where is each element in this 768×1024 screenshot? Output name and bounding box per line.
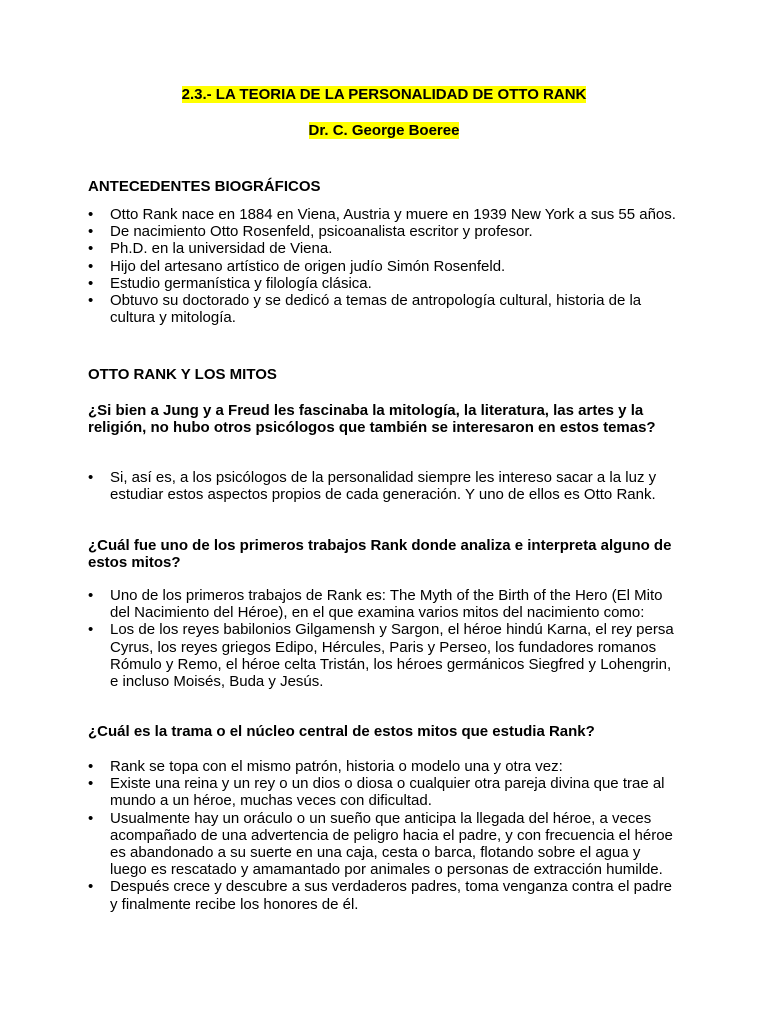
- document-author: [0, 122, 768, 139]
- list-item: • Otto Rank nace en 1884 en Viena, Austria y muere en 1939 New York a sus 55 años.: [88, 206, 678, 223]
- answer-2-list: [88, 587, 678, 690]
- list-item: • De nacimiento Otto Rosenfeld, psicoanalista escritor y profesor.: [88, 223, 678, 240]
- document-title-text: 2.3.- LA TEORIA DE LA PERSONALIDAD DE OTTO RANK: [181, 86, 587, 103]
- list-item: • Existe una reina y un rey o un dios o diosa o cualquier otra pareja divina que trae al mundo a un héroe, muchas veces con dificultad.: [88, 775, 678, 809]
- list-item: • Ph.D. en la universidad de Viena.: [88, 240, 678, 257]
- section-heading-myths: [88, 366, 678, 383]
- list-item: • Los de los reyes babilonios Gilgamensh y Sargon, el héroe hindú Karna, el rey persa Cyrus, los reyes griegos Edipo, Hércules, Paris y Perseo, los fundadores romanos Rómulo y Remo, el héroe celta Tristán, los héroes germánicos Siegfred y Lohengrin, e incluso Moisés, Buda y Jesús.: [88, 621, 678, 690]
- list-item: • Hijo del artesano artístico de origen judío Simón Rosenfeld.: [88, 258, 678, 275]
- document-title: [0, 86, 768, 103]
- question-1-text: ¿Si bien a Jung y a Freud les fascinaba la mitología, la literatura, las artes y la religión, no hubo otros psicólogos que también se interesaron en estos temas?: [88, 402, 656, 437]
- question-3-text: ¿Cuál es la trama o el núcleo central de estos mitos que estudia Rank?: [88, 723, 595, 740]
- list-item: • Usualmente hay un oráculo o un sueño que anticipa la llegada del héroe, a veces acompañado de una advertencia de peligro hacia el padre, y con frecuencia el héroe es abandonado a su suerte en una caja, cesta o barca, flotando sobre el agua y luego es rescatado y amamantado por animales o personas de extracción humilde.: [88, 810, 678, 879]
- document-author-text: Dr. C. George Boeree: [308, 122, 460, 139]
- answer-3-wrapper: [88, 758, 678, 913]
- list-item: • Rank se topa con el mismo patrón, historia o modelo una y otra vez:: [88, 758, 678, 775]
- question-3: [88, 723, 678, 740]
- answer-2-wrapper: [88, 587, 678, 690]
- heading-bio: ANTECEDENTES BIOGRÁFICOS: [88, 178, 321, 195]
- list-item: • Si, así es, a los psicólogos de la personalidad siempre les intereso sacar a la luz y estudiar estos aspectos propios de cada generación. Y uno de ellos es Otto Rank.: [88, 469, 678, 503]
- heading-myths: OTTO RANK Y LOS MITOS: [88, 366, 277, 383]
- question-2-text: ¿Cuál fue uno de los primeros trabajos Rank donde analiza e interpreta alguno de estos mitos?: [88, 537, 672, 572]
- list-item: • Estudio germanística y filología clásica.: [88, 275, 678, 292]
- list-item: • Después crece y descubre a sus verdaderos padres, toma venganza contra el padre y finalmente recibe los honores de él.: [88, 878, 678, 912]
- bio-list: [88, 206, 678, 326]
- list-item: • Uno de los primeros trabajos de Rank es: The Myth of the Birth of the Hero (El Mito del Nacimiento del Héroe), en el que examina varios mitos del nacimiento como:: [88, 587, 678, 621]
- bio-list-wrapper: [88, 206, 678, 326]
- answer-1-wrapper: [88, 469, 678, 503]
- answer-1-list: [88, 469, 678, 503]
- list-item: • Obtuvo su doctorado y se dedicó a temas de antropología cultural, historia de la cultura y mitología.: [88, 292, 678, 326]
- question-1: [88, 402, 678, 436]
- section-heading-bio: [88, 178, 678, 195]
- question-2: [88, 537, 678, 571]
- answer-3-list: [88, 758, 678, 913]
